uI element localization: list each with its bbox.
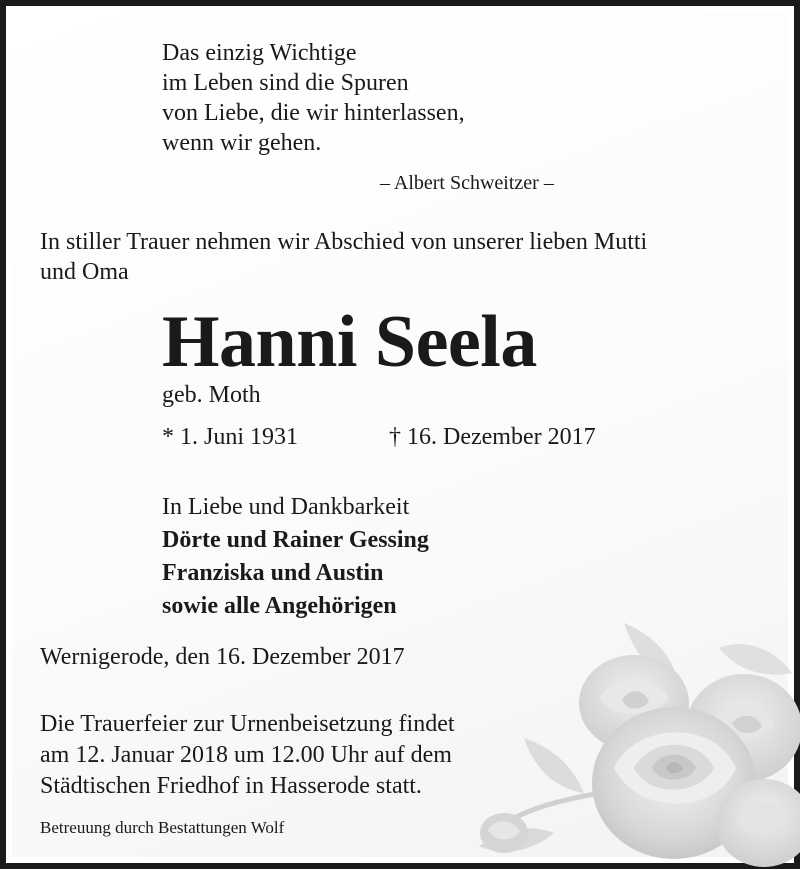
intro-line: In stiller Trauer nehmen wir Abschied von unserer lieben Mutti <box>40 229 648 255</box>
intro-text <box>40 227 774 287</box>
mourner-name: Franziska und Austin <box>162 560 384 586</box>
quote-author: – Albert Schweitzer – <box>380 172 554 194</box>
intro-line: und Oma <box>40 259 129 285</box>
quote-line: von Liebe, die wir hinterlassen, <box>162 100 465 126</box>
quote-line: wenn wir gehen. <box>162 130 322 156</box>
mourners-intro: In Liebe und Dankbarkeit <box>162 494 410 520</box>
funeral-line: Die Trauerfeier zur Urnenbeisetzung findet <box>40 711 455 737</box>
funeral-info <box>40 709 455 802</box>
funeral-line: Städtischen Friedhof in Hasserode statt. <box>40 773 422 799</box>
deceased-name: Hanni Seela <box>162 301 537 383</box>
birth-date: * 1. Juni 1931 <box>162 424 299 450</box>
quote-line: Das einzig Wichtige <box>162 40 357 66</box>
mourner-name: sowie alle Angehörigen <box>162 593 397 619</box>
undertaker-credit: Betreuung durch Bestattungen Wolf <box>40 818 285 837</box>
quote-line: im Leben sind die Spuren <box>162 70 409 96</box>
maiden-name: geb. Moth <box>162 382 261 408</box>
funeral-line: am 12. Januar 2018 um 12.00 Uhr auf dem <box>40 742 452 768</box>
place-date: Wernigerode, den 16. Dezember 2017 <box>40 644 405 670</box>
quote-block <box>162 38 465 158</box>
roses-illustration <box>474 618 800 870</box>
mourner-name: Dörte und Rainer Gessing <box>162 527 429 553</box>
death-date: † 16. Dezember 2017 <box>389 424 596 450</box>
mourners-block <box>162 491 429 623</box>
obituary-content <box>12 12 788 857</box>
